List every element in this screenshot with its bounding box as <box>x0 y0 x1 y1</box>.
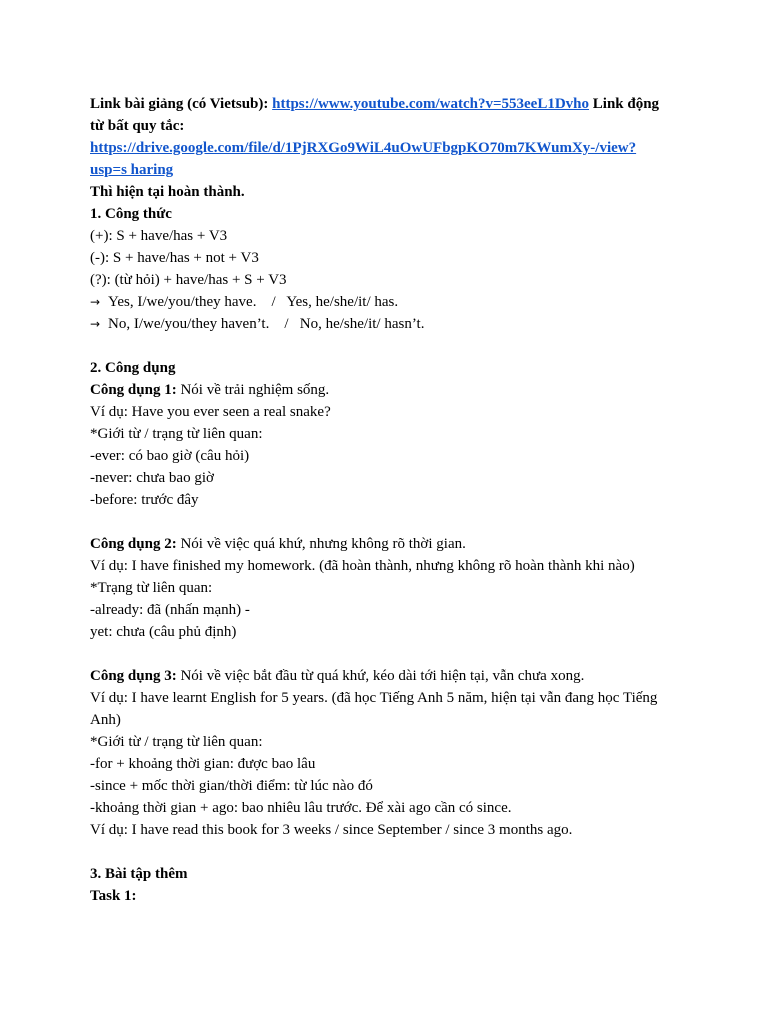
use2-example: Ví dụ: I have finished my homework. (đã hoàn thành, nhưng không rõ hoàn thành khi nào) <box>90 558 635 574</box>
document-page <box>90 93 680 907</box>
formula-question: (?): (từ hỏi) + have/has + S + V3 <box>90 272 287 288</box>
section1-heading: 1. Công thức <box>90 206 172 222</box>
use2-desc: Nói về việc quá khứ, nhưng không rõ thời gian. <box>176 536 466 552</box>
lecture-link-line <box>90 93 680 115</box>
use2-already: -already: đã (nhấn mạnh) - <box>90 602 250 618</box>
arrow-right-icon: → <box>90 317 101 331</box>
verb-link-label: Link động <box>592 96 660 112</box>
drive-link-line2[interactable]: usp=s haring <box>90 162 174 178</box>
use1-example: Ví dụ: Have you ever seen a real snake? <box>90 404 331 420</box>
section2-heading: 2. Công dụng <box>90 360 176 376</box>
formula-positive: (+): S + have/has + V3 <box>90 228 228 244</box>
use2-yet: yet: chưa (câu phủ định) <box>90 624 237 640</box>
verb-link-label-cont: từ bất quy tắc: <box>90 118 185 134</box>
use3-ago: -khoảng thời gian + ago: bao nhiêu lâu trước. Để xài ago cần có since. <box>90 800 512 816</box>
use1-note: *Giới từ / trạng từ liên quan: <box>90 426 263 442</box>
use3-desc: Nói về việc bắt đầu từ quá khứ, kéo dài tới hiện tại, vẫn chưa xong. <box>176 668 585 684</box>
page-title: Thì hiện tại hoàn thành. <box>90 184 245 200</box>
use2-note: *Trạng từ liên quan: <box>90 580 213 596</box>
use1-ever: -ever: có bao giờ (câu hỏi) <box>90 448 250 464</box>
task-label: Task 1: <box>90 888 137 904</box>
use3-line <box>90 665 680 687</box>
use3-for: -for + khoảng thời gian: được bao lâu <box>90 756 316 772</box>
use3-example: Ví dụ: I have learnt English for 5 years. (đã học Tiếng Anh 5 năm, hiện tại vẫn đang học Tiếng Anh) <box>90 690 658 728</box>
youtube-link[interactable]: https://www.youtube.com/watch?v=553eeL1Dvho <box>272 96 590 112</box>
use3-label: Công dụng 3: <box>90 668 177 684</box>
section3-heading: 3. Bài tập thêm <box>90 866 188 882</box>
use1-label: Công dụng 1: <box>90 382 177 398</box>
use3-since: -since + mốc thời gian/thời điểm: từ lúc nào đó <box>90 778 373 794</box>
drive-link-line1[interactable]: https://drive.google.com/file/d/1PjRXGo9WiL4uOwUFbgpKO70m7KWumXy-/view? <box>90 140 637 156</box>
use1-never: -never: chưa bao giờ <box>90 470 214 486</box>
use3-note: *Giới từ / trạng từ liên quan: <box>90 734 263 750</box>
formula-negative: (-): S + have/has + not + V3 <box>90 250 259 266</box>
answer-yes-text: Yes, I/we/you/they have. / Yes, he/she/it/ has. <box>108 294 399 310</box>
use2-line <box>90 533 680 555</box>
use1-line <box>90 379 680 401</box>
answer-no-text: No, I/we/you/they haven’t. / No, he/she/it/ hasn’t. <box>108 316 425 332</box>
use3-example2: Ví dụ: I have read this book for 3 weeks / since September / since 3 months ago. <box>90 822 573 838</box>
answer-no <box>90 313 680 335</box>
lecture-label: Link bài giảng (có Vietsub): <box>90 96 269 112</box>
arrow-right-icon: → <box>90 295 101 309</box>
use1-before: -before: trước đây <box>90 492 199 508</box>
use2-label: Công dụng 2: <box>90 536 177 552</box>
answer-yes <box>90 291 680 313</box>
use1-desc: Nói về trải nghiệm sống. <box>176 382 330 398</box>
